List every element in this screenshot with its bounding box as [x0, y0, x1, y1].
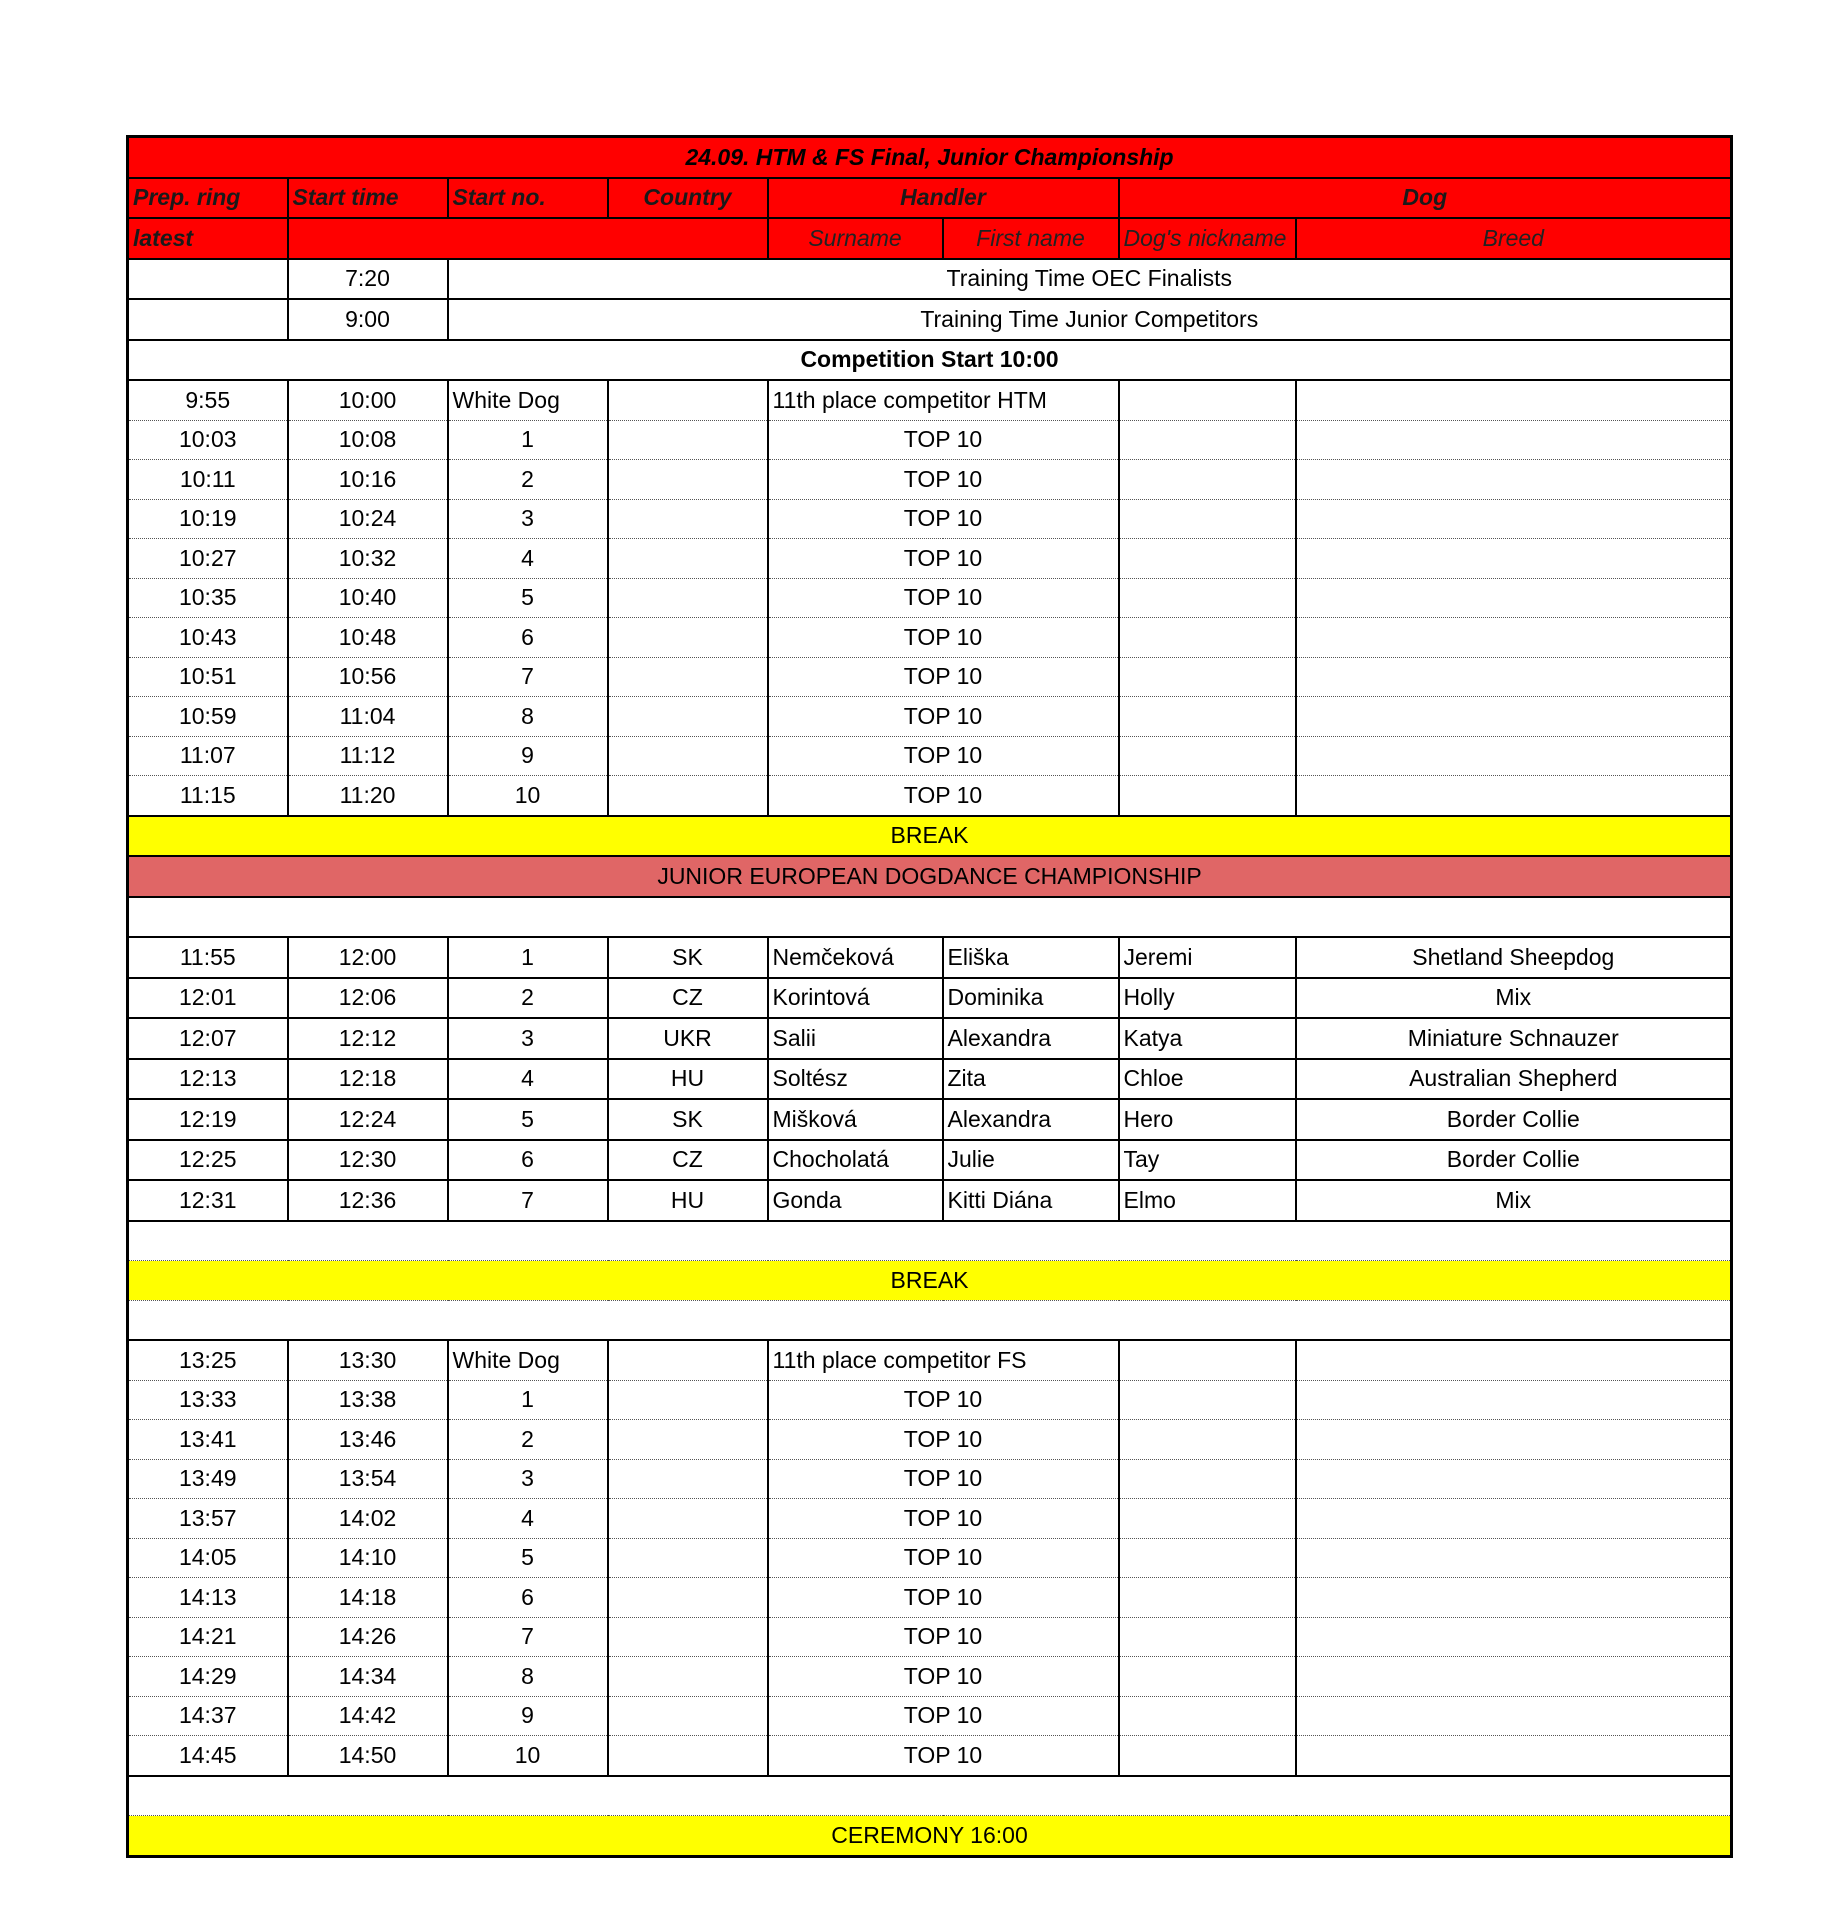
breed-cell — [1296, 1499, 1732, 1539]
handler-cell: TOP 10 — [768, 1617, 1119, 1657]
prep-ring-cell: 13:49 — [128, 1459, 288, 1499]
prep-ring-cell: 10:51 — [128, 657, 288, 697]
handler-cell: TOP 10 — [768, 420, 1119, 460]
header-first-name: First name — [943, 218, 1119, 259]
start-time-cell: 14:10 — [288, 1538, 448, 1578]
start-no-cell: 9 — [448, 1696, 608, 1736]
country-cell: HU — [608, 1180, 768, 1221]
start-no-cell: White Dog — [448, 1340, 608, 1380]
blank-cell — [128, 1300, 1732, 1340]
top10-row — [128, 499, 1732, 539]
handler-cell: TOP 10 — [768, 776, 1119, 816]
start-no-cell: 2 — [448, 978, 608, 1019]
header-row-2 — [128, 218, 1732, 259]
header-breed: Breed — [1296, 218, 1732, 259]
handler-cell: TOP 10 — [768, 657, 1119, 697]
prep-ring-cell: 12:25 — [128, 1140, 288, 1181]
top10-row — [128, 1459, 1732, 1499]
handler-cell: TOP 10 — [768, 618, 1119, 658]
breed-cell: Mix — [1296, 1180, 1732, 1221]
prep-ring-cell — [128, 299, 288, 340]
top10-row — [128, 1380, 1732, 1420]
country-cell: UKR — [608, 1018, 768, 1059]
handler-cell: TOP 10 — [768, 697, 1119, 737]
dog-nickname-cell — [1119, 697, 1296, 737]
header-prep-ring: Prep. ring — [128, 178, 288, 219]
break-label: BREAK — [128, 816, 1732, 857]
breed-cell — [1296, 1459, 1732, 1499]
country-cell: CZ — [608, 1140, 768, 1181]
start-no-cell: 7 — [448, 1617, 608, 1657]
country-cell — [608, 1578, 768, 1618]
start-time-cell: 10:56 — [288, 657, 448, 697]
header-dog-nickname: Dog's nickname — [1119, 218, 1296, 259]
breed-cell — [1296, 736, 1732, 776]
start-no-cell: 7 — [448, 1180, 608, 1221]
dog-nickname-cell — [1119, 460, 1296, 500]
dog-nickname-cell: Holly — [1119, 978, 1296, 1019]
header-row-1 — [128, 178, 1732, 219]
prep-ring-cell: 13:33 — [128, 1380, 288, 1420]
dog-nickname-cell — [1119, 1499, 1296, 1539]
dog-nickname-cell — [1119, 578, 1296, 618]
prep-ring-cell: 10:11 — [128, 460, 288, 500]
competition-start-row — [128, 340, 1732, 381]
top10-row — [128, 1696, 1732, 1736]
breed-cell — [1296, 1696, 1732, 1736]
breed-cell: Miniature Schnauzer — [1296, 1018, 1732, 1059]
surname-cell: Nemčeková — [768, 937, 943, 978]
start-time-cell: 10:48 — [288, 618, 448, 658]
start-time-cell: 10:32 — [288, 539, 448, 579]
country-cell: SK — [608, 937, 768, 978]
header-dog: Dog — [1119, 178, 1732, 219]
prep-ring-cell: 10:27 — [128, 539, 288, 579]
start-time-cell: 14:18 — [288, 1578, 448, 1618]
junior-row — [128, 1140, 1732, 1181]
break-row — [128, 1261, 1732, 1301]
start-time-cell: 14:34 — [288, 1657, 448, 1697]
handler-cell: TOP 10 — [768, 1420, 1119, 1460]
junior-title: JUNIOR EUROPEAN DOGDANCE CHAMPIONSHIP — [128, 856, 1732, 897]
country-cell — [608, 499, 768, 539]
start-time-cell: 10:40 — [288, 578, 448, 618]
dog-nickname-cell — [1119, 736, 1296, 776]
start-time-cell: 14:26 — [288, 1617, 448, 1657]
country-cell — [608, 1617, 768, 1657]
breed-cell: Mix — [1296, 978, 1732, 1019]
start-no-cell: 8 — [448, 697, 608, 737]
dog-nickname-cell — [1119, 1420, 1296, 1460]
start-time-cell: 12:00 — [288, 937, 448, 978]
start-time-cell: 10:08 — [288, 420, 448, 460]
junior-row — [128, 1099, 1732, 1140]
start-time-cell: 12:24 — [288, 1099, 448, 1140]
country-cell — [608, 539, 768, 579]
competition-start-label: Competition Start 10:00 — [128, 340, 1732, 381]
country-cell — [608, 1696, 768, 1736]
prep-ring-cell: 12:01 — [128, 978, 288, 1019]
breed-cell — [1296, 618, 1732, 658]
top10-row — [128, 1657, 1732, 1697]
dog-nickname-cell — [1119, 657, 1296, 697]
white-dog-row — [128, 380, 1732, 420]
dog-nickname-cell: Katya — [1119, 1018, 1296, 1059]
ceremony-row — [128, 1816, 1732, 1857]
prep-ring-cell: 10:59 — [128, 697, 288, 737]
start-no-cell: 4 — [448, 1499, 608, 1539]
junior-row — [128, 1059, 1732, 1100]
header-country: Country — [608, 178, 768, 219]
handler-cell: TOP 10 — [768, 539, 1119, 579]
start-no-cell: 8 — [448, 1657, 608, 1697]
breed-cell — [1296, 420, 1732, 460]
breed-cell — [1296, 1380, 1732, 1420]
start-no-cell: 1 — [448, 420, 608, 460]
handler-cell: TOP 10 — [768, 1736, 1119, 1776]
top10-row — [128, 736, 1732, 776]
prep-ring-cell: 10:03 — [128, 420, 288, 460]
country-cell — [608, 736, 768, 776]
breed-cell — [1296, 578, 1732, 618]
surname-cell: Chocholatá — [768, 1140, 943, 1181]
start-time-cell: 10:00 — [288, 380, 448, 420]
blank-row — [128, 897, 1732, 938]
prep-ring-cell: 9:55 — [128, 380, 288, 420]
start-time-cell: 13:54 — [288, 1459, 448, 1499]
handler-cell: TOP 10 — [768, 499, 1119, 539]
title-row — [128, 137, 1732, 178]
dog-nickname-cell — [1119, 1538, 1296, 1578]
breed-cell: Australian Shepherd — [1296, 1059, 1732, 1100]
start-time-cell: 11:20 — [288, 776, 448, 816]
start-no-cell: 3 — [448, 1459, 608, 1499]
breed-cell — [1296, 776, 1732, 816]
start-time-cell: 12:18 — [288, 1059, 448, 1100]
top10-row — [128, 776, 1732, 816]
white-dog-row — [128, 1340, 1732, 1380]
dog-nickname-cell — [1119, 1736, 1296, 1776]
dog-nickname-cell — [1119, 1617, 1296, 1657]
prep-ring-cell: 14:37 — [128, 1696, 288, 1736]
start-time-cell: 11:04 — [288, 697, 448, 737]
prep-ring-cell: 12:19 — [128, 1099, 288, 1140]
blank-cell — [128, 897, 1732, 938]
start-time-cell: 12:36 — [288, 1180, 448, 1221]
prep-ring-cell: 11:07 — [128, 736, 288, 776]
start-time-cell: 13:38 — [288, 1380, 448, 1420]
top10-row — [128, 460, 1732, 500]
ceremony-label: CEREMONY 16:00 — [128, 1816, 1732, 1857]
dog-nickname-cell — [1119, 618, 1296, 658]
header-surname: Surname — [768, 218, 943, 259]
blank-row — [128, 1300, 1732, 1340]
handler-cell: TOP 10 — [768, 1459, 1119, 1499]
handler-cell: TOP 10 — [768, 1499, 1119, 1539]
first-name-cell: Eliška — [943, 937, 1119, 978]
first-name-cell: Alexandra — [943, 1099, 1119, 1140]
start-no-cell: 6 — [448, 618, 608, 658]
start-no-cell: 5 — [448, 1099, 608, 1140]
header-blank — [288, 218, 768, 259]
breed-cell — [1296, 380, 1732, 420]
blank-cell — [128, 1221, 1732, 1261]
start-time-cell: 13:46 — [288, 1420, 448, 1460]
handler-cell: TOP 10 — [768, 1578, 1119, 1618]
country-cell — [608, 578, 768, 618]
country-cell — [608, 618, 768, 658]
breed-cell — [1296, 499, 1732, 539]
prep-ring-cell: 11:15 — [128, 776, 288, 816]
country-cell — [608, 1380, 768, 1420]
break-label: BREAK — [128, 1261, 1732, 1301]
handler-cell: 11th place competitor HTM — [768, 380, 1119, 420]
prep-ring-cell: 10:35 — [128, 578, 288, 618]
prep-ring-cell: 10:43 — [128, 618, 288, 658]
schedule-title: 24.09. HTM & FS Final, Junior Championship — [128, 137, 1732, 178]
dog-nickname-cell — [1119, 1657, 1296, 1697]
top10-row — [128, 1499, 1732, 1539]
top10-row — [128, 618, 1732, 658]
start-no-cell: 10 — [448, 776, 608, 816]
start-no-cell: 4 — [448, 1059, 608, 1100]
first-name-cell: Julie — [943, 1140, 1119, 1181]
start-time-cell: 10:24 — [288, 499, 448, 539]
country-cell: CZ — [608, 978, 768, 1019]
country-cell — [608, 776, 768, 816]
prep-ring-cell: 14:45 — [128, 1736, 288, 1776]
prep-ring-cell: 12:13 — [128, 1059, 288, 1100]
surname-cell: Soltész — [768, 1059, 943, 1100]
start-no-cell: 5 — [448, 578, 608, 618]
breed-cell — [1296, 1657, 1732, 1697]
start-no-cell: 3 — [448, 1018, 608, 1059]
country-cell — [608, 380, 768, 420]
prep-ring-cell: 14:21 — [128, 1617, 288, 1657]
country-cell — [608, 1538, 768, 1578]
dog-nickname-cell: Tay — [1119, 1140, 1296, 1181]
start-no-cell: 1 — [448, 1380, 608, 1420]
start-time-cell: 12:12 — [288, 1018, 448, 1059]
breed-cell: Border Collie — [1296, 1099, 1732, 1140]
training-label: Training Time Junior Competitors — [448, 299, 1732, 340]
start-no-cell: 4 — [448, 539, 608, 579]
start-no-cell: 2 — [448, 460, 608, 500]
top10-row — [128, 539, 1732, 579]
top10-row — [128, 1538, 1732, 1578]
dog-nickname-cell: Jeremi — [1119, 937, 1296, 978]
handler-cell: TOP 10 — [768, 1696, 1119, 1736]
dog-nickname-cell: Elmo — [1119, 1180, 1296, 1221]
handler-cell: TOP 10 — [768, 736, 1119, 776]
country-cell — [608, 1657, 768, 1697]
header-start-no: Start no. — [448, 178, 608, 219]
dog-nickname-cell — [1119, 1340, 1296, 1380]
dog-nickname-cell — [1119, 499, 1296, 539]
header-handler: Handler — [768, 178, 1119, 219]
breed-cell — [1296, 1736, 1732, 1776]
breed-cell — [1296, 1420, 1732, 1460]
start-time-cell: 7:20 — [288, 259, 448, 300]
start-no-cell: 7 — [448, 657, 608, 697]
start-time-cell: 11:12 — [288, 736, 448, 776]
surname-cell: Mišková — [768, 1099, 943, 1140]
dog-nickname-cell — [1119, 380, 1296, 420]
blank-cell — [128, 1776, 1732, 1816]
country-cell — [608, 1420, 768, 1460]
prep-ring-cell: 13:41 — [128, 1420, 288, 1460]
surname-cell: Korintová — [768, 978, 943, 1019]
prep-ring-cell: 11:55 — [128, 937, 288, 978]
prep-ring-cell: 10:19 — [128, 499, 288, 539]
schedule-table — [126, 135, 1733, 1858]
prep-ring-cell: 12:31 — [128, 1180, 288, 1221]
start-time-cell: 12:30 — [288, 1140, 448, 1181]
dog-nickname-cell — [1119, 420, 1296, 460]
breed-cell — [1296, 697, 1732, 737]
dog-nickname-cell: Chloe — [1119, 1059, 1296, 1100]
start-no-cell: 9 — [448, 736, 608, 776]
header-start-time: Start time — [288, 178, 448, 219]
breed-cell — [1296, 1617, 1732, 1657]
junior-row — [128, 1180, 1732, 1221]
first-name-cell: Kitti Diána — [943, 1180, 1119, 1221]
start-no-cell: 6 — [448, 1578, 608, 1618]
start-no-cell: 3 — [448, 499, 608, 539]
handler-cell: TOP 10 — [768, 1538, 1119, 1578]
junior-row — [128, 978, 1732, 1019]
prep-ring-cell: 13:25 — [128, 1340, 288, 1380]
prep-ring-cell — [128, 259, 288, 300]
breed-cell — [1296, 657, 1732, 697]
first-name-cell: Alexandra — [943, 1018, 1119, 1059]
breed-cell — [1296, 460, 1732, 500]
start-no-cell: 1 — [448, 937, 608, 978]
prep-ring-cell: 14:05 — [128, 1538, 288, 1578]
handler-cell: TOP 10 — [768, 1380, 1119, 1420]
handler-cell: TOP 10 — [768, 578, 1119, 618]
junior-row — [128, 937, 1732, 978]
start-time-cell: 9:00 — [288, 299, 448, 340]
dog-nickname-cell — [1119, 1459, 1296, 1499]
breed-cell — [1296, 1578, 1732, 1618]
country-cell — [608, 1499, 768, 1539]
handler-cell: TOP 10 — [768, 460, 1119, 500]
prep-ring-cell: 14:29 — [128, 1657, 288, 1697]
surname-cell: Gonda — [768, 1180, 943, 1221]
prep-ring-cell: 12:07 — [128, 1018, 288, 1059]
first-name-cell: Dominika — [943, 978, 1119, 1019]
top10-row — [128, 578, 1732, 618]
top10-row — [128, 420, 1732, 460]
start-no-cell: 2 — [448, 1420, 608, 1460]
first-name-cell: Zita — [943, 1059, 1119, 1100]
dog-nickname-cell — [1119, 1696, 1296, 1736]
country-cell — [608, 657, 768, 697]
start-time-cell: 10:16 — [288, 460, 448, 500]
top10-row — [128, 697, 1732, 737]
country-cell — [608, 460, 768, 500]
start-no-cell: 10 — [448, 1736, 608, 1776]
country-cell: HU — [608, 1059, 768, 1100]
break-row — [128, 816, 1732, 857]
country-cell: SK — [608, 1099, 768, 1140]
dog-nickname-cell — [1119, 776, 1296, 816]
blank-row — [128, 1221, 1732, 1261]
country-cell — [608, 697, 768, 737]
top10-row — [128, 1578, 1732, 1618]
dog-nickname-cell — [1119, 539, 1296, 579]
country-cell — [608, 420, 768, 460]
breed-cell — [1296, 1340, 1732, 1380]
dog-nickname-cell — [1119, 1380, 1296, 1420]
start-time-cell: 12:06 — [288, 978, 448, 1019]
training-row — [128, 259, 1732, 300]
surname-cell: Salii — [768, 1018, 943, 1059]
schedule-body — [128, 137, 1732, 1857]
junior-title-row — [128, 856, 1732, 897]
breed-cell — [1296, 1538, 1732, 1578]
dog-nickname-cell — [1119, 1578, 1296, 1618]
top10-row — [128, 1420, 1732, 1460]
top10-row — [128, 657, 1732, 697]
junior-row — [128, 1018, 1732, 1059]
country-cell — [608, 1459, 768, 1499]
top10-row — [128, 1736, 1732, 1776]
breed-cell — [1296, 539, 1732, 579]
prep-ring-cell: 14:13 — [128, 1578, 288, 1618]
start-time-cell: 14:02 — [288, 1499, 448, 1539]
country-cell — [608, 1736, 768, 1776]
dog-nickname-cell: Hero — [1119, 1099, 1296, 1140]
start-no-cell: 5 — [448, 1538, 608, 1578]
breed-cell: Border Collie — [1296, 1140, 1732, 1181]
start-no-cell: 6 — [448, 1140, 608, 1181]
start-no-cell: White Dog — [448, 380, 608, 420]
start-time-cell: 14:50 — [288, 1736, 448, 1776]
header-latest: latest — [128, 218, 288, 259]
top10-row — [128, 1617, 1732, 1657]
start-time-cell: 13:30 — [288, 1340, 448, 1380]
handler-cell: 11th place competitor FS — [768, 1340, 1119, 1380]
breed-cell: Shetland Sheepdog — [1296, 937, 1732, 978]
handler-cell: TOP 10 — [768, 1657, 1119, 1697]
country-cell — [608, 1340, 768, 1380]
training-label: Training Time OEC Finalists — [448, 259, 1732, 300]
training-row — [128, 299, 1732, 340]
start-time-cell: 14:42 — [288, 1696, 448, 1736]
prep-ring-cell: 13:57 — [128, 1499, 288, 1539]
blank-row — [128, 1776, 1732, 1816]
